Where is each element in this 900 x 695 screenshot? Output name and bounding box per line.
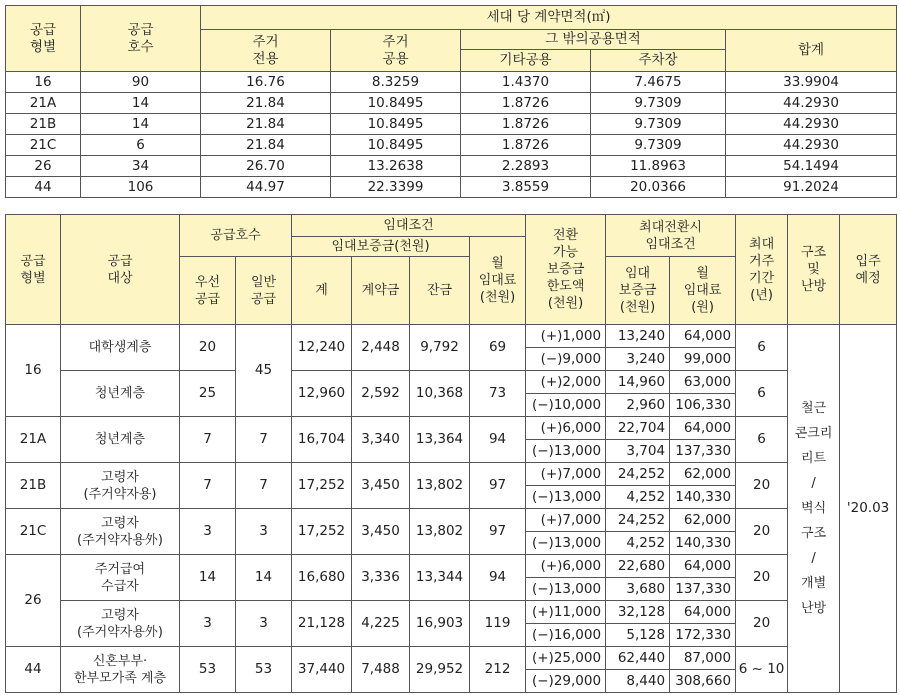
cell-deposit-contract: 3,450 bbox=[352, 509, 410, 555]
cell-deposit-contract: 7,488 bbox=[352, 647, 410, 693]
cell-max-rent: 64,000 bbox=[670, 555, 736, 578]
header-deposit-balance: 잔금 bbox=[410, 257, 470, 325]
table-row bbox=[6, 417, 897, 440]
cell-max-deposit: 3,680 bbox=[606, 578, 670, 601]
header-lease-conditions: 임대조건 bbox=[292, 215, 526, 237]
cell-target: 고령자 (주거약자용外) bbox=[61, 509, 180, 555]
cell-max-rent: 64,000 bbox=[670, 601, 736, 624]
table-row bbox=[6, 72, 897, 93]
cell-priority: 25 bbox=[180, 371, 236, 417]
cell-monthly-rent: 73 bbox=[470, 371, 526, 417]
cell-max-rent: 64,000 bbox=[670, 417, 736, 440]
cell-conversion-limit: (−)13,000 bbox=[526, 440, 606, 463]
cell-max-stay: 20 bbox=[736, 463, 788, 509]
cell-general: 45 bbox=[236, 325, 292, 417]
cell-conversion-limit: (+)6,000 bbox=[526, 555, 606, 578]
cell-priority: 20 bbox=[180, 325, 236, 371]
cell-private-area: 21.84 bbox=[201, 114, 331, 135]
cell-deposit-total: 17,252 bbox=[292, 463, 352, 509]
cell-private-area: 21.84 bbox=[201, 135, 331, 156]
cell-deposit-contract: 3,340 bbox=[352, 417, 410, 463]
cell-deposit-total: 21,128 bbox=[292, 601, 352, 647]
cell-type: 44 bbox=[6, 177, 81, 198]
cell-conversion-limit: (+)7,000 bbox=[526, 509, 606, 532]
header-max-conversion: 최대전환시 임대조건 bbox=[606, 215, 736, 257]
cell-max-stay: 6 bbox=[736, 417, 788, 463]
cell-other-common: 3.8559 bbox=[461, 177, 591, 198]
cell-type: 21A bbox=[6, 93, 81, 114]
cell-total: 44.2930 bbox=[726, 135, 897, 156]
cell-parking: 11.8963 bbox=[591, 156, 726, 177]
header-common-area: 주거 공용 bbox=[331, 30, 461, 72]
table-row bbox=[6, 156, 897, 177]
cell-max-rent: 63,000 bbox=[670, 371, 736, 394]
cell-max-deposit: 62,440 bbox=[606, 647, 670, 670]
header-supply-units: 공급호수 bbox=[180, 215, 292, 257]
cell-max-rent: 172,330 bbox=[670, 624, 736, 647]
cell-units: 90 bbox=[81, 72, 201, 93]
header-priority: 우선 공급 bbox=[180, 257, 236, 325]
cell-common-area: 10.8495 bbox=[331, 93, 461, 114]
cell-max-rent: 87,000 bbox=[670, 647, 736, 670]
cell-private-area: 44.97 bbox=[201, 177, 331, 198]
cell-monthly-rent: 212 bbox=[470, 647, 526, 693]
header-max-stay: 최대 거주 기간 (년) bbox=[736, 215, 788, 325]
header-move-in: 입주 예정 bbox=[840, 215, 897, 325]
cell-deposit-contract: 4,225 bbox=[352, 601, 410, 647]
cell-max-deposit: 13,240 bbox=[606, 325, 670, 348]
cell-conversion-limit: (+)25,000 bbox=[526, 647, 606, 670]
header-supply-units: 공급 호수 bbox=[81, 6, 201, 72]
cell-deposit-balance: 13,802 bbox=[410, 509, 470, 555]
cell-deposit-balance: 13,802 bbox=[410, 463, 470, 509]
cell-deposit-total: 17,252 bbox=[292, 509, 352, 555]
header-contract-area: 세대 당 계약면적(㎡) bbox=[201, 6, 897, 30]
cell-monthly-rent: 119 bbox=[470, 601, 526, 647]
cell-type: 26 bbox=[6, 555, 61, 647]
cell-type: 21B bbox=[6, 463, 61, 509]
cell-priority: 3 bbox=[180, 601, 236, 647]
cell-target: 고령자 (주거약자용外) bbox=[61, 601, 180, 647]
cell-general: 53 bbox=[236, 647, 292, 693]
cell-general: 7 bbox=[236, 463, 292, 509]
cell-deposit-balance: 13,364 bbox=[410, 417, 470, 463]
header-general: 일반 공급 bbox=[236, 257, 292, 325]
cell-max-deposit: 5,128 bbox=[606, 624, 670, 647]
cell-common-area: 8.3259 bbox=[331, 72, 461, 93]
cell-max-rent: 137,330 bbox=[670, 578, 736, 601]
cell-deposit-total: 16,704 bbox=[292, 417, 352, 463]
cell-target: 청년계층 bbox=[61, 417, 180, 463]
cell-max-stay: 6 bbox=[736, 325, 788, 371]
cell-common-area: 10.8495 bbox=[331, 114, 461, 135]
cell-target: 주거급여 수급자 bbox=[61, 555, 180, 601]
cell-other-common: 1.8726 bbox=[461, 135, 591, 156]
cell-common-area: 10.8495 bbox=[331, 135, 461, 156]
cell-units: 34 bbox=[81, 156, 201, 177]
header-monthly-rent: 월 임대료 (천원) bbox=[470, 237, 526, 325]
cell-max-deposit: 4,252 bbox=[606, 486, 670, 509]
cell-max-rent: 62,000 bbox=[670, 509, 736, 532]
cell-deposit-balance: 13,344 bbox=[410, 555, 470, 601]
cell-units: 106 bbox=[81, 177, 201, 198]
table-row bbox=[6, 135, 897, 156]
area-table bbox=[5, 5, 897, 198]
cell-structure: 철근 콘크리 리트 / 벽식 구조 / 개별 난방 bbox=[788, 325, 840, 693]
cell-general: 14 bbox=[236, 555, 292, 601]
cell-monthly-rent: 97 bbox=[470, 509, 526, 555]
cell-type: 44 bbox=[6, 647, 61, 693]
table-row bbox=[6, 177, 897, 198]
cell-type: 21A bbox=[6, 417, 61, 463]
cell-deposit-total: 12,240 bbox=[292, 325, 352, 371]
cell-max-deposit: 22,704 bbox=[606, 417, 670, 440]
table-row bbox=[6, 114, 897, 135]
table-row bbox=[6, 647, 897, 670]
cell-units: 14 bbox=[81, 93, 201, 114]
cell-parking: 7.4675 bbox=[591, 72, 726, 93]
cell-max-stay: 6 ~ 10 bbox=[736, 647, 788, 693]
cell-conversion-limit: (+)2,000 bbox=[526, 371, 606, 394]
cell-priority: 3 bbox=[180, 509, 236, 555]
cell-other-common: 1.4370 bbox=[461, 72, 591, 93]
cell-max-rent: 62,000 bbox=[670, 463, 736, 486]
cell-max-rent: 137,330 bbox=[670, 440, 736, 463]
header-deposit-total: 계 bbox=[292, 257, 352, 325]
header-max-rent: 월 임대료 (원) bbox=[670, 257, 736, 325]
cell-deposit-contract: 2,448 bbox=[352, 325, 410, 371]
cell-max-stay: 6 bbox=[736, 371, 788, 417]
cell-max-rent: 308,660 bbox=[670, 670, 736, 693]
cell-other-common: 1.8726 bbox=[461, 93, 591, 114]
cell-max-deposit: 4,252 bbox=[606, 532, 670, 555]
cell-target: 고령자 (주거약자용) bbox=[61, 463, 180, 509]
cell-max-deposit: 32,128 bbox=[606, 601, 670, 624]
cell-conversion-limit: (+)1,000 bbox=[526, 325, 606, 348]
cell-type: 26 bbox=[6, 156, 81, 177]
cell-deposit-balance: 16,903 bbox=[410, 601, 470, 647]
cell-deposit-contract: 3,336 bbox=[352, 555, 410, 601]
cell-max-deposit: 2,960 bbox=[606, 394, 670, 417]
cell-units: 6 bbox=[81, 135, 201, 156]
table-row bbox=[6, 601, 897, 624]
cell-monthly-rent: 97 bbox=[470, 463, 526, 509]
table-row bbox=[6, 93, 897, 114]
header-private-area: 주거 전용 bbox=[201, 30, 331, 72]
cell-target: 청년계층 bbox=[61, 371, 180, 417]
lease-table bbox=[5, 214, 897, 693]
header-supply-type: 공급 형별 bbox=[6, 215, 61, 325]
header-other-common: 그 밖의공용면적 bbox=[461, 30, 726, 50]
cell-conversion-limit: (+)6,000 bbox=[526, 417, 606, 440]
cell-general: 3 bbox=[236, 509, 292, 555]
cell-max-deposit: 3,240 bbox=[606, 348, 670, 371]
cell-max-stay: 20 bbox=[736, 555, 788, 601]
cell-deposit-contract: 3,450 bbox=[352, 463, 410, 509]
cell-type: 16 bbox=[6, 72, 81, 93]
cell-priority: 7 bbox=[180, 463, 236, 509]
header-conversion-limit: 전환 가능 보증금 한도액 (천원) bbox=[526, 215, 606, 325]
cell-max-stay: 20 bbox=[736, 509, 788, 555]
header-deposit-contract: 계약금 bbox=[352, 257, 410, 325]
cell-max-deposit: 14,960 bbox=[606, 371, 670, 394]
cell-total: 33.9904 bbox=[726, 72, 897, 93]
cell-common-area: 13.2638 bbox=[331, 156, 461, 177]
cell-conversion-limit: (−)9,000 bbox=[526, 348, 606, 371]
cell-max-rent: 106,330 bbox=[670, 394, 736, 417]
header-parking: 주차장 bbox=[591, 50, 726, 72]
cell-conversion-limit: (−)13,000 bbox=[526, 532, 606, 555]
table-row bbox=[6, 371, 897, 394]
cell-type: 21B bbox=[6, 114, 81, 135]
cell-private-area: 21.84 bbox=[201, 93, 331, 114]
cell-priority: 7 bbox=[180, 417, 236, 463]
cell-monthly-rent: 69 bbox=[470, 325, 526, 371]
cell-deposit-balance: 10,368 bbox=[410, 371, 470, 417]
cell-deposit-total: 12,960 bbox=[292, 371, 352, 417]
cell-max-stay: 20 bbox=[736, 601, 788, 647]
header-structure: 구조 및 난방 bbox=[788, 215, 840, 325]
header-other-common-area: 기타공용 bbox=[461, 50, 591, 72]
cell-max-rent: 140,330 bbox=[670, 486, 736, 509]
header-max-deposit: 임대 보증금 (천원) bbox=[606, 257, 670, 325]
cell-units: 14 bbox=[81, 114, 201, 135]
table-row bbox=[6, 509, 897, 532]
cell-conversion-limit: (−)10,000 bbox=[526, 394, 606, 417]
cell-priority: 14 bbox=[180, 555, 236, 601]
header-supply-target: 공급 대상 bbox=[61, 215, 180, 325]
cell-deposit-total: 16,680 bbox=[292, 555, 352, 601]
cell-deposit-total: 37,440 bbox=[292, 647, 352, 693]
cell-other-common: 2.2893 bbox=[461, 156, 591, 177]
cell-conversion-limit: (−)29,000 bbox=[526, 670, 606, 693]
cell-total: 54.1494 bbox=[726, 156, 897, 177]
cell-total: 91.2024 bbox=[726, 177, 897, 198]
cell-max-deposit: 24,252 bbox=[606, 509, 670, 532]
cell-conversion-limit: (−)13,000 bbox=[526, 578, 606, 601]
cell-monthly-rent: 94 bbox=[470, 417, 526, 463]
cell-private-area: 16.76 bbox=[201, 72, 331, 93]
cell-type: 21C bbox=[6, 135, 81, 156]
cell-total: 44.2930 bbox=[726, 93, 897, 114]
cell-deposit-balance: 29,952 bbox=[410, 647, 470, 693]
cell-type: 21C bbox=[6, 509, 61, 555]
cell-type: 16 bbox=[6, 325, 61, 417]
cell-parking: 9.7309 bbox=[591, 114, 726, 135]
cell-general: 7 bbox=[236, 417, 292, 463]
cell-target: 신혼부부· 한부모가족 계층 bbox=[61, 647, 180, 693]
cell-max-rent: 140,330 bbox=[670, 532, 736, 555]
cell-parking: 9.7309 bbox=[591, 135, 726, 156]
cell-max-deposit: 24,252 bbox=[606, 463, 670, 486]
cell-parking: 9.7309 bbox=[591, 93, 726, 114]
cell-parking: 20.0366 bbox=[591, 177, 726, 198]
header-total: 합계 bbox=[726, 30, 897, 72]
cell-monthly-rent: 94 bbox=[470, 555, 526, 601]
cell-max-deposit: 3,704 bbox=[606, 440, 670, 463]
cell-target: 대학생계층 bbox=[61, 325, 180, 371]
cell-conversion-limit: (+)11,000 bbox=[526, 601, 606, 624]
cell-total: 44.2930 bbox=[726, 114, 897, 135]
cell-priority: 53 bbox=[180, 647, 236, 693]
cell-deposit-contract: 2,592 bbox=[352, 371, 410, 417]
cell-private-area: 26.70 bbox=[201, 156, 331, 177]
table-row bbox=[6, 555, 897, 578]
cell-other-common: 1.8726 bbox=[461, 114, 591, 135]
table-row bbox=[6, 325, 897, 348]
cell-common-area: 22.3399 bbox=[331, 177, 461, 198]
cell-move-in: '20.03 bbox=[840, 325, 897, 693]
cell-max-rent: 99,000 bbox=[670, 348, 736, 371]
cell-conversion-limit: (−)13,000 bbox=[526, 486, 606, 509]
header-deposit: 임대보증금(천원) bbox=[292, 237, 470, 257]
cell-conversion-limit: (+)7,000 bbox=[526, 463, 606, 486]
header-supply-type: 공급 형별 bbox=[6, 6, 81, 72]
cell-max-deposit: 8,440 bbox=[606, 670, 670, 693]
cell-max-deposit: 22,680 bbox=[606, 555, 670, 578]
table-row bbox=[6, 463, 897, 486]
cell-general: 3 bbox=[236, 601, 292, 647]
cell-deposit-balance: 9,792 bbox=[410, 325, 470, 371]
cell-max-rent: 64,000 bbox=[670, 325, 736, 348]
cell-conversion-limit: (−)16,000 bbox=[526, 624, 606, 647]
